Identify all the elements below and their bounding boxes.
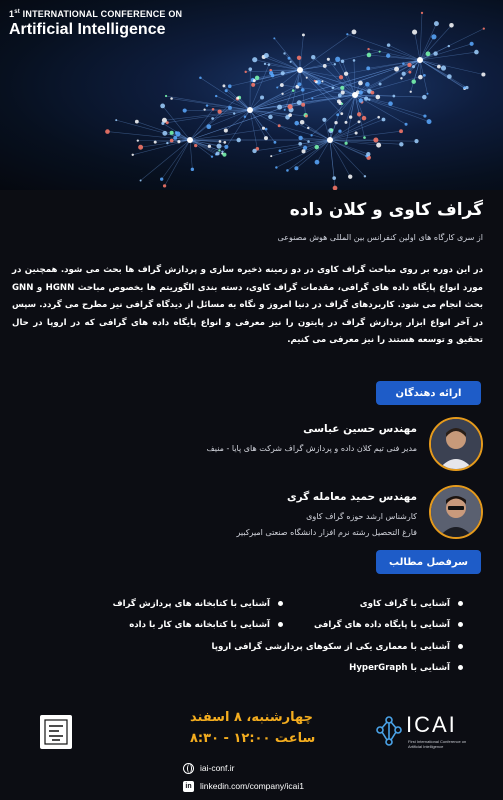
bullet-icon (458, 665, 463, 670)
bullet-icon (278, 601, 283, 606)
presenter-role: مدیر فنی تیم کلان داده و پردازش گراف شرکت های پایا - منیف (206, 444, 417, 453)
list-item: آشنایی با کتابخانه های کار با داده (129, 620, 283, 630)
presenter-name: مهندس حسین عباسی (303, 423, 417, 435)
icai-tagline: First International Conference on Artificial Intelligence (408, 739, 467, 749)
presenter-info (237, 491, 418, 541)
presenters-heading: ارائه دهندگان (376, 381, 481, 405)
presenter-name: مهندس حمید معامله گری (287, 491, 417, 503)
conference-title-line1: 1st INTERNATIONAL CONFERENCE ON (9, 9, 183, 19)
globe-icon (183, 763, 194, 774)
website-link[interactable]: iai-conf.ir (183, 761, 234, 775)
university-logo (40, 715, 72, 749)
linkedin-icon: in (183, 781, 194, 792)
icai-wordmark: ICAI (406, 712, 457, 737)
bullet-icon (458, 622, 463, 627)
icai-logo (372, 710, 482, 756)
bullet-icon (458, 644, 463, 649)
presenter-role: کارشناس ارشد حوزه گراف کاوی (306, 512, 417, 521)
icai-emblem-icon (372, 712, 406, 752)
presenter-info (207, 423, 417, 457)
page-subtitle: از سری کارگاه های اولین کنفرانس بین المللی هوش مصنوعی (277, 233, 483, 242)
list-item: آشنایی با معماری یکی از سکوهای پردازشی گرافی اروپا (212, 642, 463, 652)
bullet-icon (458, 601, 463, 606)
event-time: ساعت ۱۲:۰۰ - ۸:۳۰ (190, 731, 316, 746)
list-item: آشنایی با پایگاه داده های گرافی (314, 620, 463, 630)
hero-network-banner (0, 0, 503, 190)
list-item: آشنایی با HyperGraph (349, 663, 463, 673)
linkedin-link[interactable]: in linkedin.com/company/icai1 (183, 779, 304, 793)
avatar (429, 417, 483, 471)
course-description: در این دوره بر روی مباحث گراف کاوی در دو زمینه ذخیره سازی و پردازش گراف ها بحث می شود. همچنین در مورد انواع پایگاه داده های گرافی، مقدمات گراف کاوی، دسته بندی الگوریتم ها بخصوص مباحث HGNN و GNN بحث انجام می شود. کاربردهای گراف در دنیا امروز و نگاه به مسائل از دیدگاه گرافی نیز مطرح می گردد. سپس در آخر انواع ابزار پردازش گراف در پایتون را نیز معرفی و انواع پایگاه داده های گرافی که در اروپا در حال تحقیق و توسعه هستند را نیز معرفی می کنیم. (12, 265, 484, 346)
syllabus-heading: سرفصل مطالب (376, 550, 481, 574)
conference-title-line2: Artificial Intelligence (9, 21, 166, 38)
presenter-card (13, 485, 483, 545)
event-date: چهارشنبه، ۸ اسفند (190, 710, 313, 725)
list-item: آشنایی با کتابخانه های پردازش گراف (113, 599, 283, 609)
presenter-education: فارغ التحصیل رشته نرم افزار دانشگاه صنعتی امیرکبیر (236, 528, 417, 537)
presenter-card (13, 417, 483, 477)
list-item: آشنایی با گراف کاوی (360, 599, 463, 609)
bullet-icon (278, 622, 283, 627)
avatar (429, 485, 483, 539)
page-title: گراف کاوی و کلان داده (289, 200, 483, 220)
syllabus-list (40, 593, 463, 683)
